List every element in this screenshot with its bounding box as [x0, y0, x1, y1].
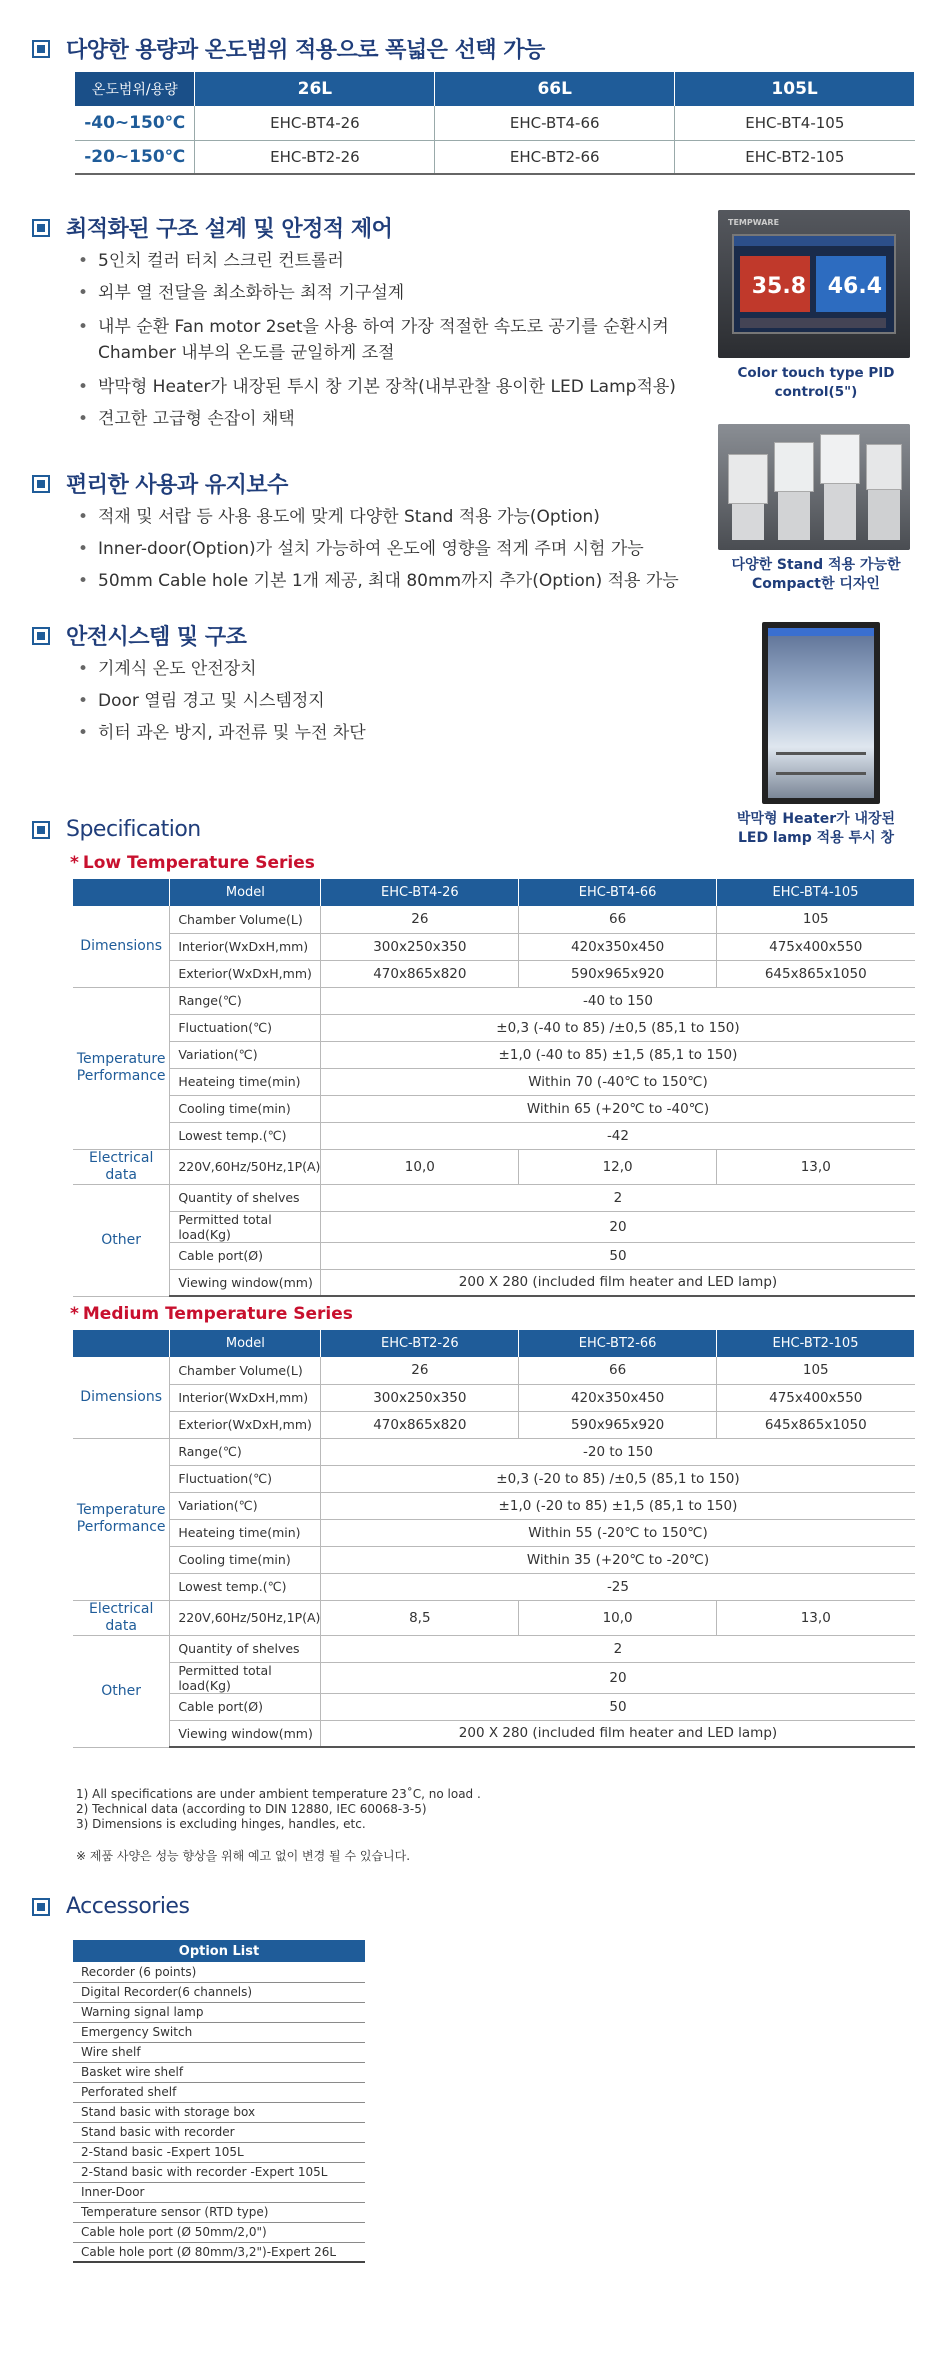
structure-bullet-list — [78, 250, 718, 440]
item-cell: Chamber Volume(L) — [170, 1357, 321, 1384]
table-row — [73, 1982, 365, 2002]
option-item: Inner-Door — [73, 2182, 365, 2202]
caption-line: LED lamp 적용 투시 창 — [737, 830, 895, 846]
option-item: Stand basic with recorder — [73, 2122, 365, 2142]
list-item: • 적재 및 서랍 등 사용 용도에 맞게 다양한 Stand 적용 가능(Option) — [78, 506, 718, 528]
capacity-header-row — [75, 72, 915, 106]
value-cell: ±0,3 (-20 to 85) /±0,5 (85,1 to 150) — [321, 1465, 915, 1492]
table-row — [73, 2042, 365, 2062]
table-row — [73, 960, 915, 987]
table-row — [73, 1411, 915, 1438]
caption-line: 박막형 Heater가 내장된 — [736, 811, 896, 827]
section-capacity-heading — [32, 33, 545, 64]
value-cell: 10,0 — [321, 1149, 519, 1184]
header-cell: EHC-BT2-26 — [321, 1330, 519, 1357]
section-specification-heading — [32, 817, 201, 842]
item-cell: Permitted total load(Kg) — [170, 1662, 321, 1693]
item-cell: Range(℃) — [170, 1438, 321, 1465]
item-cell: Chamber Volume(L) — [170, 906, 321, 933]
table-row — [73, 1492, 915, 1519]
list-item: • 50mm Cable hole 기본 1개 제공, 최대 80mm까지 추가(Option) 적용 가능 — [78, 570, 718, 592]
table-row — [73, 1122, 915, 1149]
table-row — [73, 1041, 915, 1068]
option-item: Temperature sensor (RTD type) — [73, 2202, 365, 2222]
list-item: • Door 열림 경고 및 시스템정지 — [78, 690, 718, 712]
item-cell: Heateing time(min) — [170, 1068, 321, 1095]
table-row — [73, 1014, 915, 1041]
table-row — [73, 1438, 915, 1465]
list-item: • 기계식 온도 안전장치 — [78, 658, 718, 680]
section-safety-heading — [32, 620, 246, 651]
value-cell: 475x400x550 — [717, 933, 915, 960]
value-cell: 13,0 — [717, 1149, 915, 1184]
medium-series-title — [70, 1304, 353, 1324]
table-row — [73, 1095, 915, 1122]
header-cell: EHC-BT2-66 — [519, 1330, 717, 1357]
value-cell: 645x865x1050 — [717, 1411, 915, 1438]
header-cell: Option List — [73, 1940, 365, 1962]
item-cell: Lowest temp.(℃) — [170, 1122, 321, 1149]
value-cell: 200 X 280 (included film heater and LED lamp) — [321, 1269, 915, 1296]
temp-readout: 35.8 — [740, 256, 810, 312]
caption-line: 다양한 Stand 적용 가능한 — [731, 557, 901, 573]
caption-line: Compact한 디자인 — [752, 576, 880, 592]
option-item: Emergency Switch — [73, 2022, 365, 2042]
category-cell: Dimensions — [73, 1357, 170, 1438]
section-title: 다양한 용량과 온도범위 적용으로 폭넓은 선택 가능 — [66, 38, 545, 63]
range-cell: -40~150℃ — [75, 106, 195, 140]
category-cell: Dimensions — [73, 906, 170, 987]
item-cell: Permitted total load(Kg) — [170, 1211, 321, 1242]
category-cell: Electrical data — [73, 1600, 170, 1635]
header-cell: 66L — [435, 72, 675, 106]
value-cell: -40 to 150 — [321, 987, 915, 1014]
value-cell: ±0,3 (-40 to 85) /±0,5 (85,1 to 150) — [321, 1014, 915, 1041]
table-row — [73, 906, 915, 933]
controller-brand: TEMPWARE — [728, 218, 780, 227]
category-cell: Other — [73, 1184, 170, 1296]
option-item: 2-Stand basic -Expert 105L — [73, 2142, 365, 2162]
square-bullet-icon — [32, 40, 50, 58]
series-name: Medium Temperature Series — [82, 1304, 353, 1324]
option-item: Recorder (6 points) — [73, 1962, 365, 1982]
spec-header-row — [73, 1330, 915, 1357]
option-item: Warning signal lamp — [73, 2002, 365, 2022]
item-cell: Fluctuation(℃) — [170, 1014, 321, 1041]
note-line: 1) All specifications are under ambient temperature 23˚C, no load . — [76, 1787, 481, 1801]
value-cell: Within 65 (+20℃ to -40℃) — [321, 1095, 915, 1122]
list-item: • 내부 순환 Fan motor 2set을 사용 하여 가장 적절한 속도로 공기를 순환시켜 Chamber 내부의 온도를 균일하게 조절 — [78, 314, 718, 366]
header-cell: Model — [170, 1330, 321, 1357]
table-row — [73, 2242, 365, 2262]
section-title: Accessories — [66, 1894, 190, 1919]
controller-caption: Color touch type PID control(5") — [737, 365, 895, 400]
value-cell: 50 — [321, 1242, 915, 1269]
accessories-table — [73, 1940, 365, 2263]
star-icon: * — [70, 853, 79, 873]
option-item: Cable hole port (Ø 80mm/3,2")-Expert 26L — [73, 2242, 365, 2262]
value-cell: 300x250x350 — [321, 933, 519, 960]
value-cell: 66 — [519, 1357, 717, 1384]
star-icon: * — [70, 1304, 79, 1324]
square-bullet-icon — [32, 627, 50, 645]
value-cell: 105 — [717, 906, 915, 933]
category-cell: Electrical data — [73, 1149, 170, 1184]
item-cell: Quantity of shelves — [170, 1184, 321, 1211]
category-line: Temperature — [76, 1502, 166, 1518]
header-cell: 온도범위/용량 — [75, 72, 195, 106]
item-cell: Variation(℃) — [170, 1492, 321, 1519]
series-name: Low Temperature Series — [82, 853, 315, 873]
table-row — [73, 1465, 915, 1492]
stand-caption — [700, 556, 932, 594]
section-title: 안전시스템 및 구조 — [66, 625, 247, 650]
model-cell: EHC-BT4-105 — [675, 106, 915, 140]
value-cell: 2 — [321, 1184, 915, 1211]
item-cell: Cable port(Ø) — [170, 1242, 321, 1269]
item-cell: Interior(WxDxH,mm) — [170, 1384, 321, 1411]
table-row — [73, 1662, 915, 1693]
list-item: • 외부 열 전달을 최소화하는 최적 기구설계 — [78, 282, 718, 304]
table-row — [73, 2142, 365, 2162]
value-cell: 470x865x820 — [321, 1411, 519, 1438]
controller-photo — [718, 210, 910, 358]
value-cell: 590x965x920 — [519, 960, 717, 987]
item-cell: Cooling time(min) — [170, 1095, 321, 1122]
square-bullet-icon — [32, 1898, 50, 1916]
note-line: 2) Technical data (according to DIN 12880, IEC 60068-3-5) — [76, 1802, 427, 1816]
item-cell: Variation(℃) — [170, 1041, 321, 1068]
table-row — [73, 2022, 365, 2042]
item-cell: Interior(WxDxH,mm) — [170, 933, 321, 960]
low-series-title — [70, 853, 315, 873]
value-cell: -20 to 150 — [321, 1438, 915, 1465]
value-cell: Within 55 (-20℃ to 150℃) — [321, 1519, 915, 1546]
section-title: 편리한 사용과 유지보수 — [66, 473, 288, 498]
spec-header-row — [73, 879, 915, 906]
acc-header-row — [73, 1940, 365, 1962]
table-row — [73, 1635, 915, 1662]
option-item: Wire shelf — [73, 2042, 365, 2062]
category-line: Temperature — [76, 1051, 166, 1067]
table-row — [73, 1720, 915, 1747]
value-cell: Within 35 (+20℃ to -20℃) — [321, 1546, 915, 1573]
option-item: 2-Stand basic with recorder -Expert 105L — [73, 2162, 365, 2182]
table-row — [73, 1269, 915, 1296]
value-cell: 50 — [321, 1693, 915, 1720]
item-cell: 220V,60Hz/50Hz,1P(A) — [170, 1600, 321, 1635]
category-line: Performance — [76, 1519, 166, 1535]
table-row — [73, 1068, 915, 1095]
value-cell: ±1,0 (-20 to 85) ±1,5 (85,1 to 150) — [321, 1492, 915, 1519]
item-cell: Exterior(WxDxH,mm) — [170, 960, 321, 987]
table-row — [73, 2062, 365, 2082]
square-bullet-icon — [32, 219, 50, 237]
capacity-table — [75, 72, 915, 175]
category-cell: Other — [73, 1635, 170, 1747]
table-row — [73, 1211, 915, 1242]
section-accessories-heading — [32, 1894, 189, 1919]
square-bullet-icon — [32, 821, 50, 839]
category-cell — [73, 1438, 170, 1600]
controller-screen — [732, 234, 896, 334]
section-structure-heading — [32, 212, 392, 243]
table-row — [75, 106, 915, 140]
section-title: 최적화된 구조 설계 및 안정적 제어 — [66, 217, 393, 242]
value-cell: 470x865x820 — [321, 960, 519, 987]
list-item: • 히터 과온 방지, 과전류 및 누전 차단 — [78, 722, 718, 744]
model-cell: EHC-BT2-26 — [195, 140, 435, 174]
option-item: Perforated shelf — [73, 2082, 365, 2102]
item-cell: Heateing time(min) — [170, 1519, 321, 1546]
value-cell: 590x965x920 — [519, 1411, 717, 1438]
square-bullet-icon — [32, 475, 50, 493]
header-cell: 26L — [195, 72, 435, 106]
table-row — [73, 2162, 365, 2182]
header-cell: EHC-BT4-66 — [519, 879, 717, 906]
header-cell: EHC-BT4-105 — [717, 879, 915, 906]
list-item: • 박막형 Heater가 내장된 투시 창 기본 장착(내부관찰 용이한 LED Lamp적용) — [78, 376, 718, 398]
table-row — [73, 933, 915, 960]
item-cell: Viewing window(mm) — [170, 1720, 321, 1747]
value-cell: ±1,0 (-40 to 85) ±1,5 (85,1 to 150) — [321, 1041, 915, 1068]
header-cell: EHC-BT4-26 — [321, 879, 519, 906]
low-spec-table — [73, 879, 915, 1297]
value-cell: 420x350x450 — [519, 933, 717, 960]
value-cell: -25 — [321, 1573, 915, 1600]
item-cell: Cable port(Ø) — [170, 1693, 321, 1720]
table-row — [73, 2082, 365, 2102]
table-row — [73, 2202, 365, 2222]
section-maintenance-heading — [32, 468, 288, 499]
value-cell: 300x250x350 — [321, 1384, 519, 1411]
value-cell: -42 — [321, 1122, 915, 1149]
value-cell: 66 — [519, 906, 717, 933]
value-cell: 475x400x550 — [717, 1384, 915, 1411]
change-notice: ※ 제품 사양은 성능 향상을 위해 예고 없이 변경 될 수 있습니다. — [76, 1849, 411, 1863]
model-cell: EHC-BT2-105 — [675, 140, 915, 174]
value-cell: 12,0 — [519, 1149, 717, 1184]
value-cell: 13,0 — [717, 1600, 915, 1635]
value-cell: 10,0 — [519, 1600, 717, 1635]
category-line: Performance — [76, 1068, 166, 1084]
header-cell: 105L — [675, 72, 915, 106]
item-cell: Quantity of shelves — [170, 1635, 321, 1662]
header-cell: EHC-BT2-105 — [717, 1330, 915, 1357]
value-cell: 645x865x1050 — [717, 960, 915, 987]
value-cell: 26 — [321, 906, 519, 933]
table-row — [73, 987, 915, 1014]
model-cell: EHC-BT4-66 — [435, 106, 675, 140]
table-row — [73, 2182, 365, 2202]
table-row — [73, 1149, 915, 1184]
option-item: Digital Recorder(6 channels) — [73, 1982, 365, 2002]
table-row — [73, 2102, 365, 2122]
note-line: 3) Dimensions is excluding hinges, handles, etc. — [76, 1817, 366, 1831]
list-item: • 5인치 컬러 터치 스크린 컨트롤러 — [78, 250, 718, 272]
value-cell: 2 — [321, 1635, 915, 1662]
model-cell: EHC-BT4-26 — [195, 106, 435, 140]
table-row — [73, 2222, 365, 2242]
header-cell — [73, 879, 170, 906]
safety-bullet-list — [78, 658, 718, 754]
item-cell: Cooling time(min) — [170, 1546, 321, 1573]
table-row — [73, 1357, 915, 1384]
value-cell: 20 — [321, 1662, 915, 1693]
item-cell: Fluctuation(℃) — [170, 1465, 321, 1492]
table-row — [73, 1962, 365, 1982]
value-cell: 20 — [321, 1211, 915, 1242]
medium-spec-table — [73, 1330, 915, 1748]
header-cell: Model — [170, 879, 321, 906]
item-cell: Range(℃) — [170, 987, 321, 1014]
table-row — [73, 1600, 915, 1635]
table-row — [73, 1573, 915, 1600]
value-cell: 420x350x450 — [519, 1384, 717, 1411]
window-caption — [700, 810, 932, 848]
list-item: • Inner-door(Option)가 설치 가능하여 온도에 영향을 적게 주며 시험 가능 — [78, 538, 718, 560]
humidity-readout: 46.4 — [816, 256, 886, 312]
value-cell: 200 X 280 (included film heater and LED lamp) — [321, 1720, 915, 1747]
viewing-window-photo — [762, 622, 880, 804]
option-item: Basket wire shelf — [73, 2062, 365, 2082]
item-cell: Viewing window(mm) — [170, 1269, 321, 1296]
option-item: Stand basic with storage box — [73, 2102, 365, 2122]
table-row — [73, 2122, 365, 2142]
table-row — [73, 1184, 915, 1211]
option-item: Cable hole port (Ø 50mm/2,0") — [73, 2222, 365, 2242]
value-cell: 8,5 — [321, 1600, 519, 1635]
item-cell: 220V,60Hz/50Hz,1P(A) — [170, 1149, 321, 1184]
table-row — [73, 1384, 915, 1411]
table-row — [73, 1519, 915, 1546]
spec-notes — [76, 1787, 481, 1832]
item-cell: Lowest temp.(℃) — [170, 1573, 321, 1600]
range-cell: -20~150℃ — [75, 140, 195, 174]
value-cell: 26 — [321, 1357, 519, 1384]
model-cell: EHC-BT2-66 — [435, 140, 675, 174]
header-cell — [73, 1330, 170, 1357]
table-row — [73, 1546, 915, 1573]
maintenance-bullet-list — [78, 506, 718, 602]
table-row — [73, 1693, 915, 1720]
section-title: Specification — [66, 817, 201, 842]
stand-photo — [718, 424, 910, 550]
table-row — [75, 140, 915, 174]
table-row — [73, 1242, 915, 1269]
value-cell: Within 70 (-40℃ to 150℃) — [321, 1068, 915, 1095]
table-row — [73, 2002, 365, 2022]
category-cell — [73, 987, 170, 1149]
list-item: • 견고한 고급형 손잡이 채택 — [78, 408, 718, 430]
item-cell: Exterior(WxDxH,mm) — [170, 1411, 321, 1438]
value-cell: 105 — [717, 1357, 915, 1384]
